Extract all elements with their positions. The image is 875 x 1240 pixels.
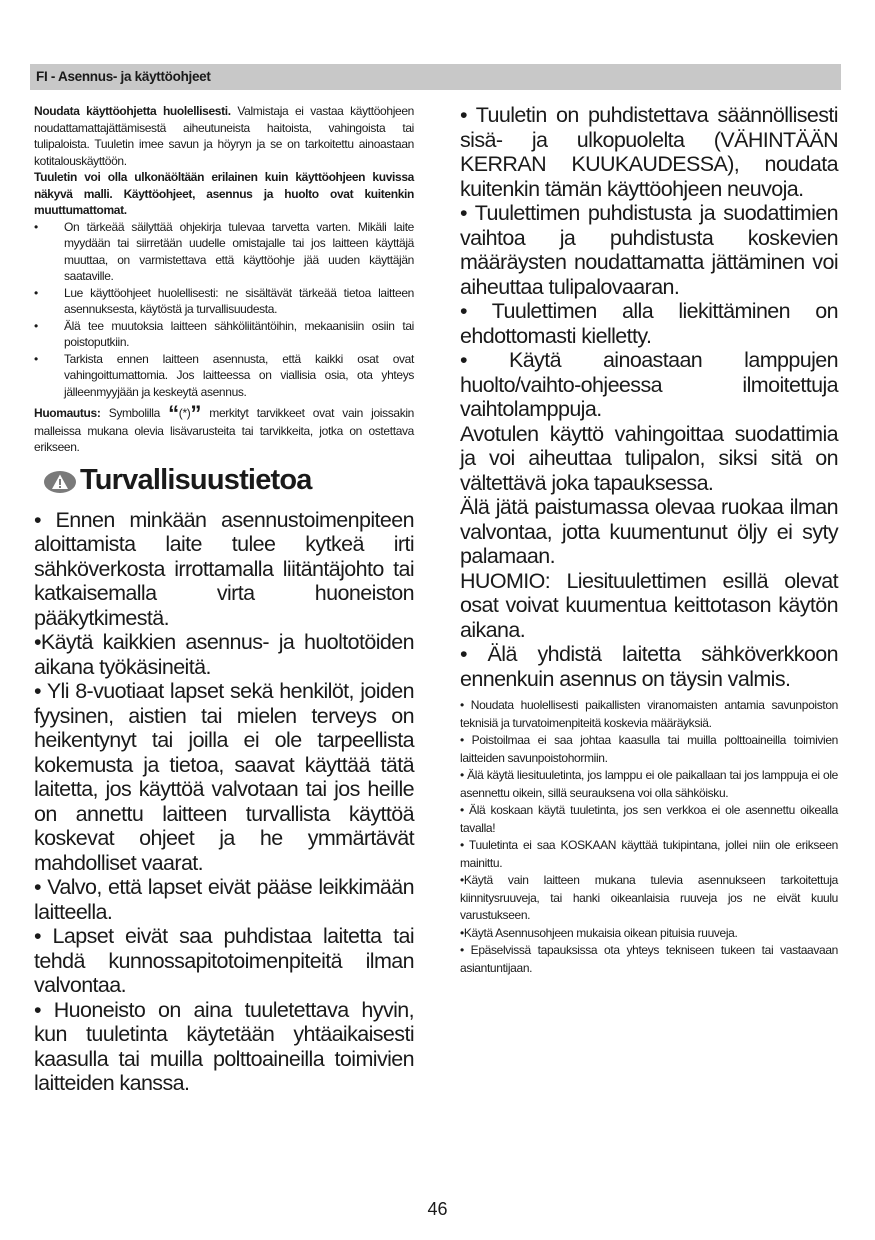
safety-paragraph: Avotulen käyttö vahingoittaa suodattimia ja voi aiheuttaa tulipalon, siksi sitä on vältettävä joka tapauksessa. <box>460 421 838 495</box>
intro-lead-bold: Noudata käyttöohjetta huolellisesti. <box>34 104 231 118</box>
header-bar <box>30 64 841 90</box>
section-title-text: Turvallisuustietoa <box>80 463 312 496</box>
list-item: • Lue käyttöohjeet huolellisesti: ne sisältävät tärkeää tietoa laitteen asennuksesta, käytöstä ja turvallisuudesta. <box>34 285 414 316</box>
safety-paragraph: HUOMIO: Liesituulettimen esillä olevat osat voivat kuumentua keittotason käytön aikana. <box>460 568 838 642</box>
small-paragraph: • Älä koskaan käytä tuuletinta, jos sen verkkoa ei ole asennettu oikealla tavalla! <box>460 803 838 835</box>
small-paragraph: •Käytä vain laitteen mukana tulevia asennukseen tarkoitettuja kiinnitysruuveja, tai hanki oikeanlaisia ruuveja jos ne eivät kuulu varustukseen. <box>460 873 838 922</box>
intro-lead-rest: Valmistaja ei vastaa käyttöohjeen noudattamattajättämisestä aiheutuneista haitoista, vahingoista tai tulipaloista. Tuuletin imee savun ja höyryn ja se on tarkoitettu ainoastaan kotitalouskäyttöön. <box>34 104 414 168</box>
safety-paragraph: • Huoneisto on aina tuuletettava hyvin, kun tuuletinta käytetään yhtäaikaisesti kaasulla tai muilla polttoaineilla toimivien laitteiden kanssa. <box>34 997 414 1095</box>
small-paragraph: • Poistoilmaa ei saa johtaa kaasulla tai muilla polttoaineilla toimivien laitteiden savunpoistohormiin. <box>460 733 838 765</box>
bullet-marker: • <box>34 219 38 234</box>
list-item: • Tarkista ennen laitteen asennusta, että kaikki osat ovat vahingoittumattomia. Jos laitteessa on viallisia osia, ota yhteys jälleenmyyjään ja keskeytä asennus. <box>34 351 414 399</box>
safety-paragraph: • Tuulettimen alla liekittäminen on ehdottomasti kielletty. <box>460 299 838 348</box>
safety-paragraph: • Yli 8-vuotiaat lapset sekä henkilöt, joiden fyysinen, aistien tai mielen terveys on heikentynyt tai joilla ei ole tarpeellista kokemusta ja tietoa, saavat käyttää tätä laitetta, jos käyttöä valvotaan tai jos heille on annettu laitteen turvallista käyttöä koskevat ohjeet ja he ymmärtävät mahdolliset vaarat. <box>34 679 414 875</box>
safety-paragraph: • Tuulettimen puhdistusta ja suodattimien vaihtoa ja puhdistusta koskevien määräysten noudattamatta jättäminen voi aiheuttaa tulipalovaaran. <box>460 201 838 299</box>
safety-paragraph: • Tuuletin on puhdistettava säännöllisesti sisä- ja ulkopuolelta (VÄHINTÄÄN KERRAN KUUKAUDESSA), noudata kuitenkin tämän käyttöohjeen neuvoja. <box>460 103 838 201</box>
section-title <box>34 463 414 508</box>
safety-paragraph: • Lapset eivät saa puhdistaa laitetta tai tehdä kunnossapitotoimenpiteitä ilman valvontaa. <box>34 924 414 997</box>
safety-paragraph: • Käytä ainoastaan lamppujen huolto/vaihto-ohjeessa ilmoitettuja vaihtolamppuja. <box>460 348 838 421</box>
small-paragraph: • Tuuletinta ei saa KOSKAAN käyttää tukipintana, jollei niin ole erikseen mainittu. <box>460 838 838 870</box>
safety-paragraph: • Ennen minkään asennustoimenpiteen aloittamista laite tulee kytkeä irti sähköverkosta irrottamalla liitäntäjohto tai katkaisemalla virta huoneiston pääkytkimestä. <box>34 507 414 630</box>
list-item: • On tärkeää säilyttää ohjekirja tulevaa tarvetta varten. Mikäli laite myydään tai siirretään uudelle omistajalle tai jos laitteen käyttäjä muuttaa, on varmistettava että käyttöohje jää uuden käyttäjän saataville. <box>34 219 414 283</box>
note-symbol: (*) <box>178 406 191 420</box>
safety-paragraph: • Valvo, että lapset eivät pääse leikkimään laitteella. <box>34 875 414 924</box>
warning-triangle-icon <box>44 471 76 493</box>
safety-paragraph: • Älä yhdistä laitetta sähköverkkoon ennenkuin asennus on täysin valmis. <box>460 642 838 691</box>
safety-paragraph: Älä jätä paistumassa olevaa ruokaa ilman valvontaa, jotta kuumentunut öljy ei syty palamaan. <box>460 495 838 568</box>
bullet-marker: • <box>34 318 38 333</box>
bullet-marker: • <box>34 285 38 300</box>
note-paragraph: Huomautus: Symbolilla “(*)” merkityt tarvikkeet ovat vain joissakin malleissa mukana olevia lisävarusteita tai tarvikkeita, jotka on ostettava erikseen. <box>34 401 414 454</box>
note-label: Huomautus: <box>34 406 101 420</box>
intro-paragraph <box>34 103 414 169</box>
header-title: FI - Asennus- ja käyttöohjeet <box>36 69 211 84</box>
list-item: • Älä tee muutoksia laitteen sähköliitäntöihin, mekaanisiin osiin tai poistoputkiin. <box>34 318 414 349</box>
small-paragraph: • Epäselvissä tapauksissa ota yhteys tekniseen tukeen tai vastaavaan asiantuntijaan. <box>460 943 838 975</box>
small-paragraph: •Käytä Asennusohjeen mukaisia oikean pituisia ruuveja. <box>460 925 738 940</box>
safety-paragraph: •Käytä kaikkien asennus- ja huoltotöiden aikana työkäsineitä. <box>34 630 414 679</box>
small-paragraph: • Noudata huolellisesti paikallisten viranomaisten antamia savunpoiston teknisiä ja turvatoimenpiteitä koskevia määräyksiä. <box>460 698 838 730</box>
bullet-marker: • <box>34 351 38 366</box>
right-column <box>460 103 838 977</box>
intro-bullet-list <box>34 219 414 401</box>
left-column <box>34 103 414 1096</box>
small-paragraph: • Älä käytä liesituuletinta, jos lamppu ei ole paikallaan tai jos lamppuja ei ole asennettu oikein, sillä seurauksena voi olla sähköisku. <box>460 768 838 800</box>
page-number: 46 <box>427 1199 448 1219</box>
intro-bold-paragraph: Tuuletin voi olla ulkonäöltään erilainen kuin käyttöohjeen kuvissa näkyvä malli. Käyttöohjeet, asennus ja huolto ovat kuitenkin muuttumattomat. <box>34 170 414 217</box>
